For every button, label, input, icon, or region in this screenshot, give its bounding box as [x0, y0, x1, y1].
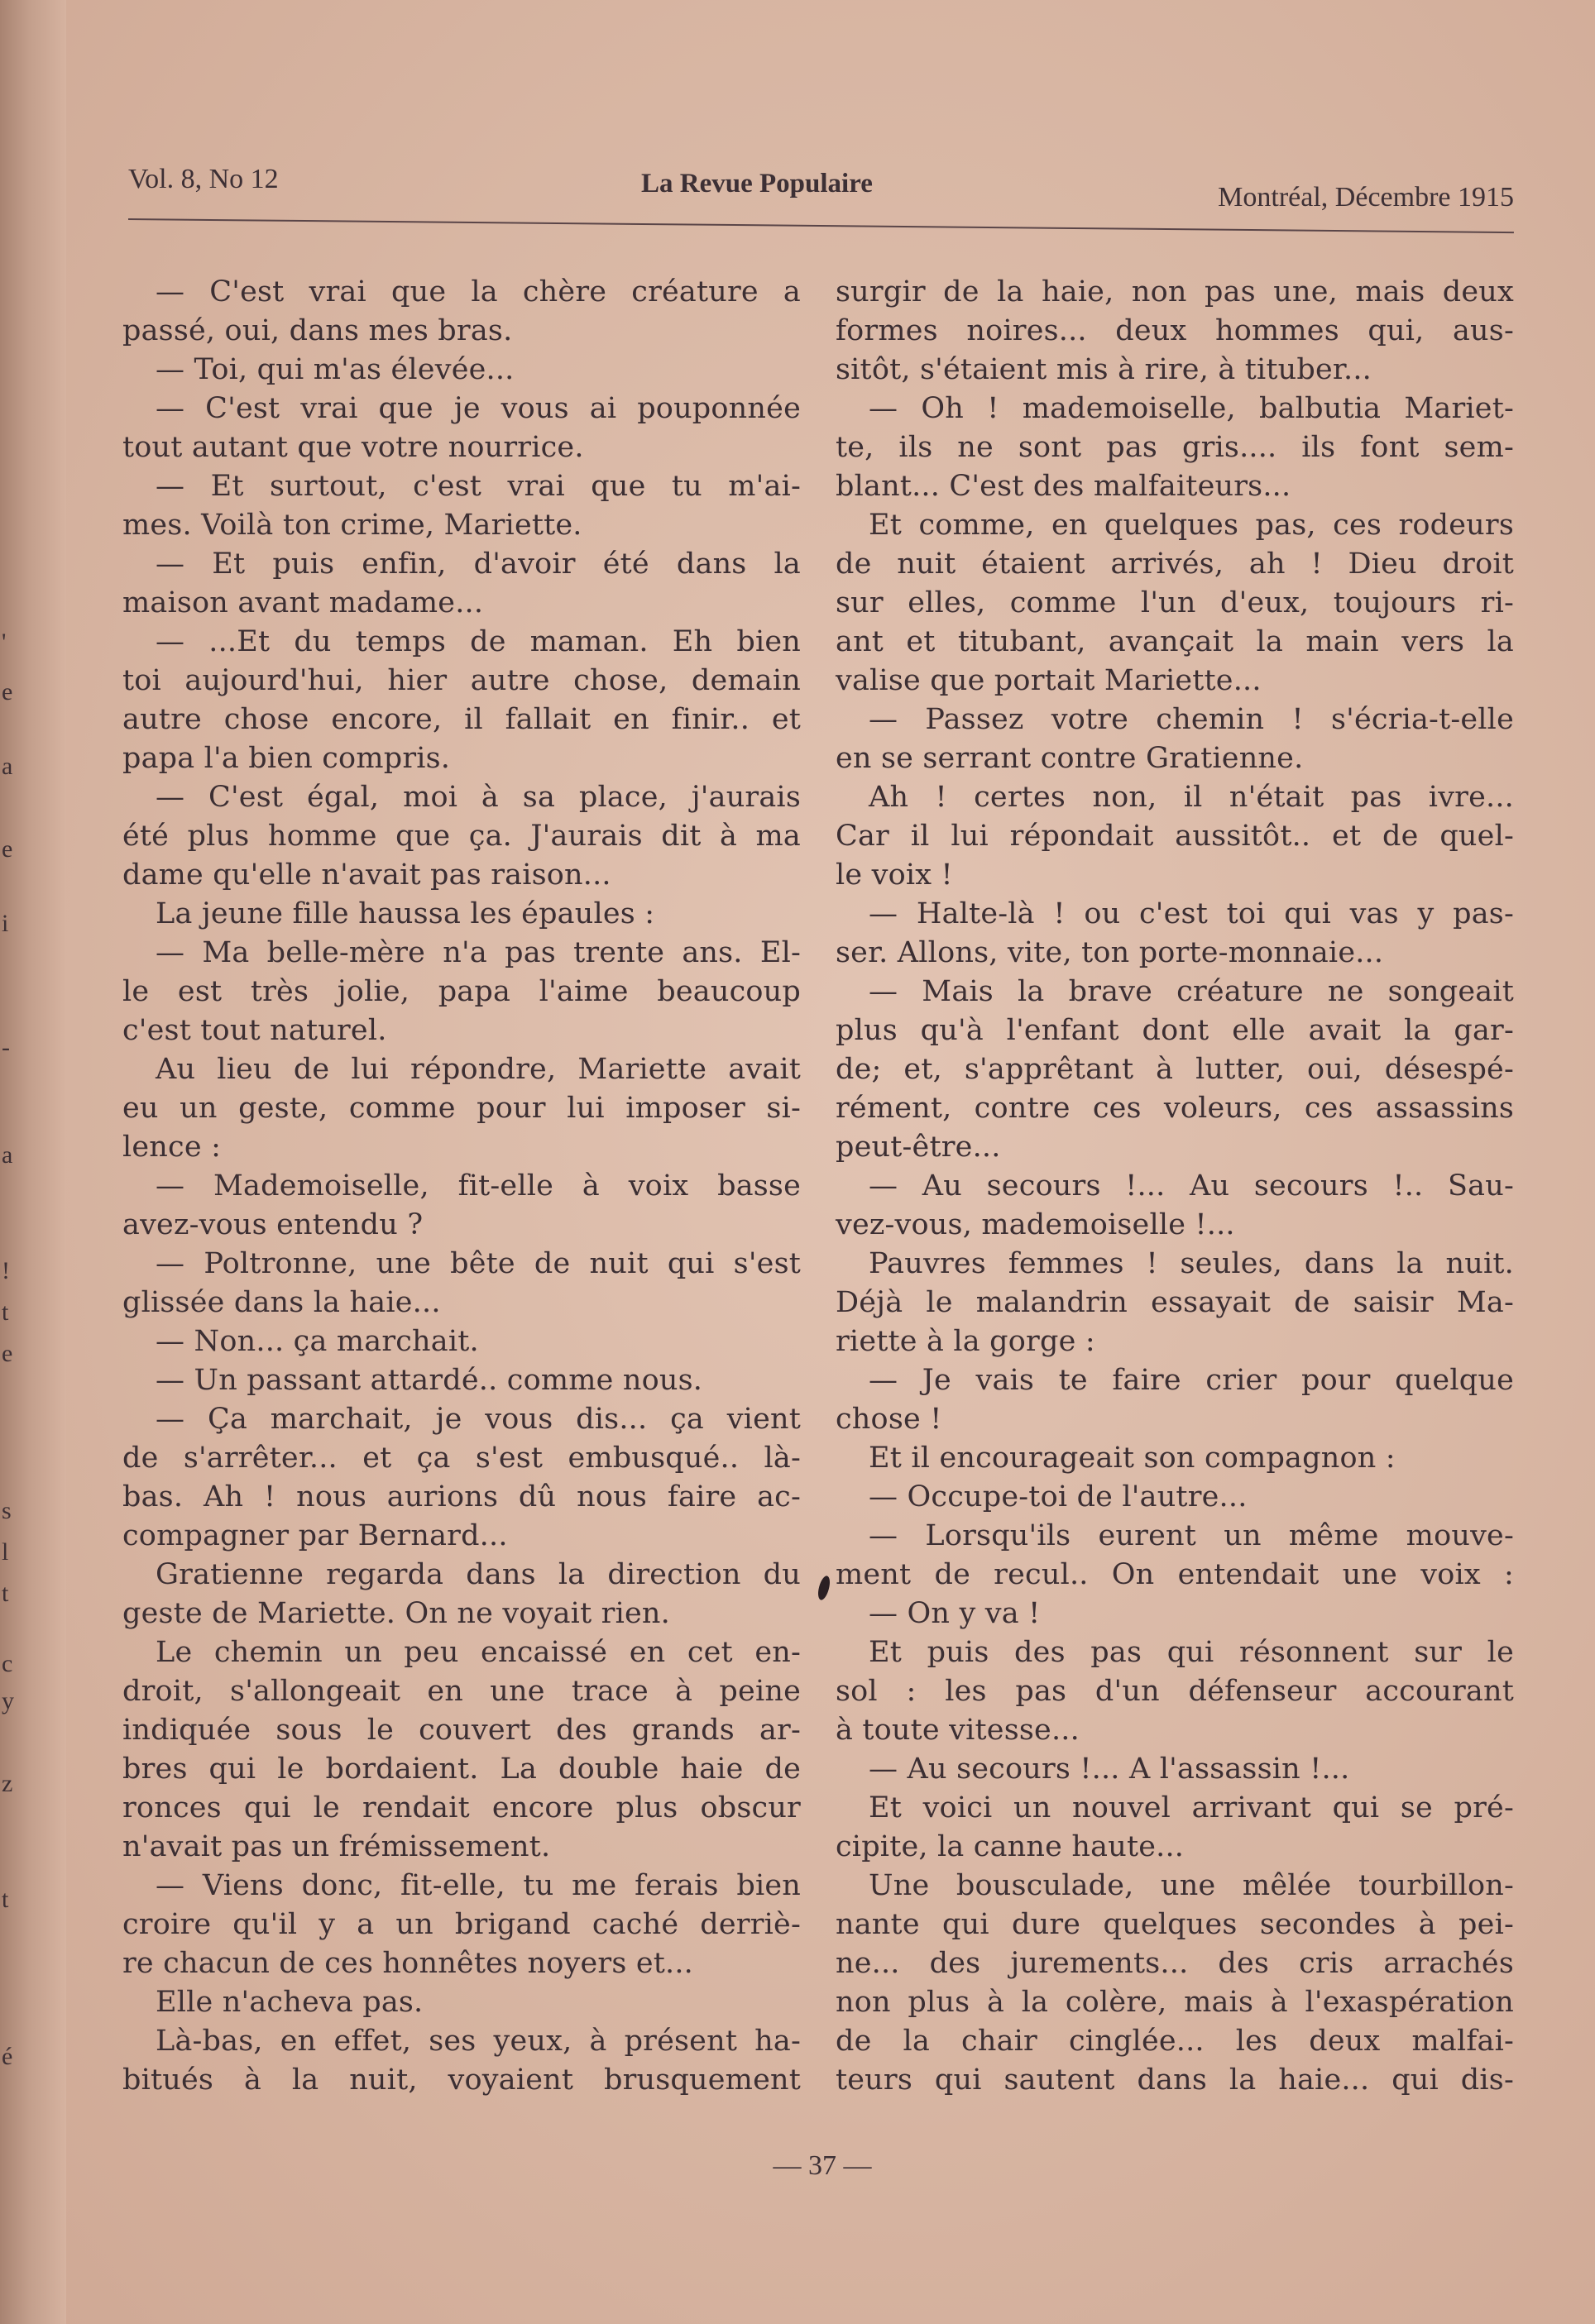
text-line: papa l'a bien compris.: [122, 742, 451, 775]
text-line: peut-être...: [836, 1131, 1001, 1164]
text-line: — Passez votre chemin ! s'écria-t-elle: [869, 703, 1514, 736]
text-line: glissée dans la haie...: [122, 1286, 441, 1319]
text-line: Et voici un nouvel arrivant qui se pré-: [869, 1791, 1514, 1824]
text-line: teurs qui sautent dans la haie... qui dis-: [836, 2063, 1514, 2097]
gutter-fragment: z: [2, 1770, 13, 1797]
text-line: en se serrant contre Gratienne.: [836, 742, 1304, 775]
gutter-fragment: t: [2, 1886, 9, 1913]
text-line: Là-bas, en effet, ses yeux, à présent ha-: [156, 2025, 801, 2058]
text-line: lence :: [122, 1131, 222, 1164]
text-line: — Mais la brave créature ne songeait: [869, 975, 1514, 1008]
text-line: Elle n'acheva pas.: [156, 1986, 424, 2019]
text-line: bas. Ah ! nous aurions dû nous faire ac-: [122, 1480, 801, 1513]
text-line: avez-vous entendu ?: [122, 1208, 424, 1241]
text-line: — Ma belle-mère n'a pas trente ans. El-: [156, 936, 801, 969]
text-line: surgir de la haie, non pas une, mais deux: [836, 275, 1514, 308]
text-line: Déjà le malandrin essayait de saisir Ma-: [836, 1286, 1514, 1319]
gutter-fragment: -: [2, 1034, 10, 1061]
text-line: le voix !: [836, 858, 953, 892]
text-line: — Un passant attardé.. comme nous.: [156, 1364, 703, 1397]
text-line: — Halte-là ! ou c'est toi qui vas y pas-: [869, 897, 1514, 930]
text-line: — Ça marchait, je vous dis... ça vient: [156, 1403, 801, 1436]
text-line: — Et surtout, c'est vrai que tu m'ai-: [156, 470, 801, 503]
text-line: n'avait pas un frémissement.: [122, 1830, 551, 1863]
text-line: de; et, s'apprêtant à lutter, oui, désespé-: [836, 1053, 1514, 1086]
text-line: plus qu'à l'enfant dont elle avait la gar-: [836, 1014, 1514, 1047]
text-line: Le chemin un peu encaissé en cet en-: [156, 1636, 801, 1669]
text-line: — C'est égal, moi à sa place, j'aurais: [156, 781, 801, 814]
gutter-fragment: a: [2, 1141, 13, 1169]
text-line: re chacun de ces honnêtes noyers et...: [122, 1947, 693, 1980]
text-line: — Non... ça marchait.: [156, 1325, 479, 1358]
text-line: bitués à la nuit, voyaient brusquement: [122, 2063, 801, 2097]
text-line: te, ils ne sont pas gris.... ils font sem-: [836, 431, 1514, 464]
running-header: [128, 164, 1514, 230]
text-line: blant... C'est des malfaiteurs...: [836, 470, 1291, 503]
text-line: droit, s'allongeait en une trace à peine: [122, 1675, 801, 1708]
text-line: Et il encourageait son compagnon :: [869, 1442, 1396, 1475]
gutter-fragment: a: [2, 753, 13, 780]
text-line: geste de Mariette. On ne voyait rien.: [122, 1597, 670, 1630]
gutter-fragment: l: [2, 1538, 9, 1566]
text-line: sur elles, comme l'un d'eux, toujours ri-: [836, 586, 1514, 619]
text-line: — Viens donc, fit-elle, tu me ferais bien: [156, 1869, 801, 1902]
gutter-fragment: !: [2, 1257, 10, 1284]
text-line: ne... des jurements... des cris arrachés: [836, 1947, 1514, 1980]
text-line: — Au secours !... Au secours !.. Sau-: [869, 1169, 1514, 1203]
text-line: — On y va !: [869, 1597, 1041, 1630]
right-text-column: [836, 273, 1514, 2100]
text-line: — Et puis enfin, d'avoir été dans la: [156, 548, 801, 581]
text-line: ant et titubant, avançait la main vers la: [836, 625, 1514, 658]
text-line: c'est tout naturel.: [122, 1014, 387, 1047]
left-text-column: [122, 273, 801, 2100]
gutter-fragment: y: [2, 1687, 14, 1714]
text-line: toi aujourd'hui, hier autre chose, demain: [122, 664, 801, 697]
text-line: Une bousculade, une mêlée tourbillon-: [869, 1869, 1514, 1902]
text-line: maison avant madame...: [122, 586, 484, 619]
gutter-fragment: t: [2, 1580, 9, 1607]
gutter-fragment: e: [2, 835, 13, 863]
text-line: indiquée sous le couvert des grands ar-: [122, 1714, 801, 1747]
text-line: croire qu'il y a un brigand caché derriè-: [122, 1908, 801, 1941]
text-line: — Toi, qui m'as élevée...: [156, 353, 515, 386]
text-line: été plus homme que ça. J'aurais dit à ma: [122, 820, 801, 853]
text-line: chose !: [836, 1403, 942, 1436]
text-line: — Oh ! mademoiselle, balbutia Mariet-: [869, 392, 1514, 425]
text-line: — Je vais te faire crier pour quelque: [869, 1364, 1514, 1397]
text-line: — Occupe-toi de l'autre...: [869, 1480, 1248, 1513]
issue-date: Montréal, Décembre 1915: [1218, 182, 1514, 213]
text-line: — Poltronne, une bête de nuit qui s'est: [156, 1247, 801, 1280]
text-line: Ah ! certes non, il n'était pas ivre...: [869, 781, 1514, 814]
text-line: rément, contre ces voleurs, ces assassins: [836, 1092, 1514, 1125]
gutter-fragment: c: [2, 1650, 13, 1677]
text-line: — Au secours !... A l'assassin !...: [869, 1753, 1350, 1786]
volume-number: Vol. 8, No 12: [128, 164, 279, 194]
text-line: Gratienne regarda dans la direction du: [156, 1558, 801, 1591]
text-line: tout autant que votre nourrice.: [122, 431, 584, 464]
publication-title: La Revue Populaire: [641, 169, 873, 198]
text-line: valise que portait Mariette...: [836, 664, 1262, 697]
text-line: cipite, la canne haute...: [836, 1830, 1185, 1863]
gutter-fragment: i: [2, 910, 9, 937]
text-line: La jeune fille haussa les épaules :: [156, 897, 655, 930]
text-line: Et comme, en quelques pas, ces rodeurs: [869, 509, 1514, 542]
text-line: ser. Allons, vite, ton porte-monnaie...: [836, 936, 1384, 969]
text-line: Et puis des pas qui résonnent sur le: [869, 1636, 1514, 1669]
gutter-fragment: é: [2, 2043, 13, 2070]
text-line: Au lieu de lui répondre, Mariette avait: [156, 1053, 801, 1086]
text-line: bres qui le bordaient. La double haie de: [122, 1753, 801, 1786]
text-line: — C'est vrai que je vous ai pouponnée: [156, 392, 801, 425]
text-line: non plus à la colère, mais à l'exaspération: [836, 1986, 1514, 2019]
facing-page-gutter: [0, 0, 66, 2324]
text-line: le est très jolie, papa l'aime beaucoup: [122, 975, 801, 1008]
text-line: vez-vous, mademoiselle !...: [836, 1208, 1235, 1241]
text-line: ment de recul.. On entendait une voix :: [836, 1558, 1514, 1591]
text-line: dame qu'elle n'avait pas raison...: [122, 858, 611, 892]
text-line: de nuit étaient arrivés, ah ! Dieu droit: [836, 548, 1514, 581]
text-line: de la chair cinglée... les deux malfai-: [836, 2025, 1514, 2058]
gutter-fragment: ': [2, 629, 7, 656]
text-line: à toute vitesse...: [836, 1714, 1080, 1747]
text-line: compagner par Bernard...: [122, 1519, 508, 1552]
text-line: mes. Voilà ton crime, Mariette.: [122, 509, 582, 542]
gutter-fragment: s: [2, 1497, 12, 1524]
text-line: Pauvres femmes ! seules, dans la nuit.: [869, 1247, 1514, 1280]
text-line: — Lorsqu'ils eurent un même mouve-: [869, 1519, 1514, 1552]
ink-blot: [816, 1575, 831, 1601]
text-line: Car il lui répondait aussitôt.. et de quel-: [836, 820, 1514, 853]
text-line: — Mademoiselle, fit-elle à voix basse: [156, 1169, 801, 1203]
text-line: autre chose encore, il fallait en finir.. et: [122, 703, 801, 736]
gutter-fragment: e: [2, 1340, 13, 1367]
text-line: eu un geste, comme pour lui imposer si-: [122, 1092, 801, 1125]
text-line: — C'est vrai que la chère créature a: [156, 275, 801, 308]
text-line: de s'arrêter... et ça s'est embusqué.. là-: [122, 1442, 801, 1475]
text-line: ronces qui le rendait encore plus obscur: [122, 1791, 801, 1824]
text-line: sitôt, s'étaient mis à rire, à tituber...: [836, 353, 1372, 386]
text-line: formes noires... deux hommes qui, aus-: [836, 314, 1514, 347]
gutter-fragment: e: [2, 678, 13, 705]
text-line: nante qui dure quelques secondes à pei-: [836, 1908, 1514, 1941]
text-line: — ...Et du temps de maman. Eh bien: [156, 625, 801, 658]
gutter-fragment: t: [2, 1298, 9, 1326]
text-line: passé, oui, dans mes bras.: [122, 314, 513, 347]
header-rule: [128, 218, 1514, 233]
text-line: riette à la gorge :: [836, 1325, 1095, 1358]
page-number: — 37 —: [773, 2150, 872, 2181]
text-line: sol : les pas d'un défenseur accourant: [836, 1675, 1514, 1708]
